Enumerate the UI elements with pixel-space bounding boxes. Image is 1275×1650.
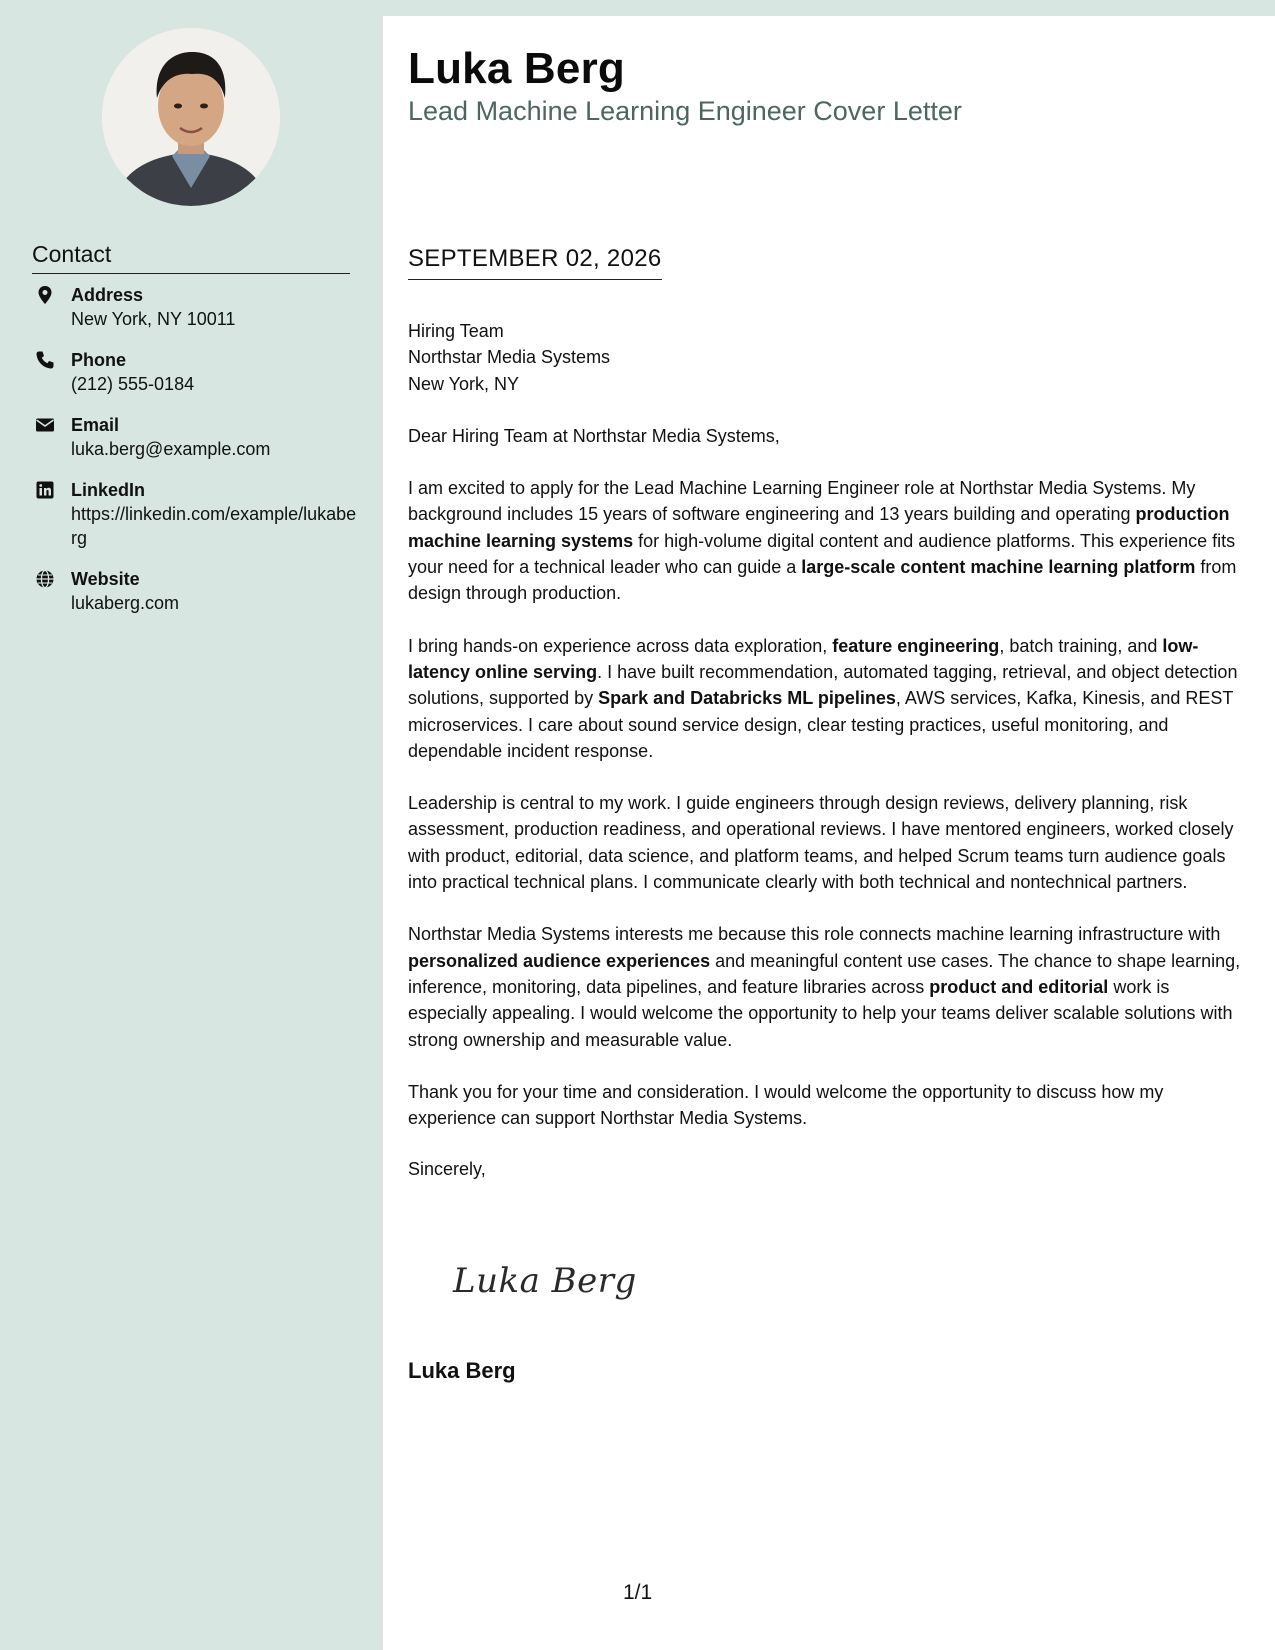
recipient-line: Northstar Media Systems bbox=[408, 347, 611, 368]
letter-main bbox=[383, 16, 1275, 1650]
paragraph-text: , batch training, and bbox=[999, 635, 1163, 656]
paragraph-text: from design through production. bbox=[408, 557, 1237, 604]
contact-item-website bbox=[32, 567, 362, 615]
address-value: New York, NY 10011 bbox=[71, 309, 236, 329]
emphasis-text: low-latency online serving bbox=[408, 635, 1199, 682]
recipient-line: Hiring Team bbox=[408, 321, 504, 341]
letter-paragraph-2 bbox=[408, 633, 1248, 764]
paragraph-text: , AWS services, Kafka, Kinesis, and REST microservices. I care about sound service design, clear testing practices, useful monitoring, and dependable incident response. bbox=[408, 688, 1234, 761]
contact-heading: Contact bbox=[32, 241, 350, 274]
phone-label: Phone bbox=[71, 350, 127, 370]
contact-item-linkedin bbox=[32, 478, 362, 550]
phone-icon bbox=[35, 350, 55, 370]
letter-paragraph-4 bbox=[408, 921, 1248, 1052]
signer-name: Luka Berg bbox=[408, 1358, 516, 1383]
map-pin-icon bbox=[35, 285, 55, 305]
salutation: Dear Hiring Team at Northstar Media Systems, bbox=[408, 425, 780, 446]
letter-paragraph-1 bbox=[408, 475, 1248, 606]
emphasis-text: large-scale content machine learning platform bbox=[801, 557, 1196, 578]
profile-photo bbox=[102, 28, 280, 206]
applicant-name: Luka Berg bbox=[408, 44, 625, 93]
closing: Sincerely, bbox=[408, 1159, 486, 1179]
emphasis-text: production machine learning systems bbox=[408, 504, 1230, 551]
letter-paragraphs bbox=[408, 475, 1248, 1131]
emphasis-text: Spark and Databricks ML pipelines bbox=[598, 688, 896, 709]
recipient-line: New York, NY bbox=[408, 373, 520, 394]
phone-value: (212) 555-0184 bbox=[71, 374, 195, 394]
linkedin-value[interactable]: https://linkedin.com/example/lukaberg bbox=[71, 504, 357, 548]
linkedin-icon bbox=[35, 480, 55, 500]
sidebar bbox=[0, 0, 383, 1650]
contact-item-phone bbox=[32, 348, 362, 396]
paragraph-text: I bring hands-on experience across data exploration, bbox=[408, 635, 833, 656]
paragraph-text: Northstar Media Systems interests me because this role connects machine learning infrastructure with bbox=[408, 924, 1221, 945]
emphasis-text: product and editorial bbox=[929, 976, 1109, 997]
envelope-icon bbox=[35, 415, 55, 435]
contact-item-address bbox=[32, 283, 362, 331]
paragraph-text: work is especially appealing. I would welcome the opportunity to help your teams deliver scalable solutions with strong ownership and measurable value. bbox=[408, 976, 1233, 1050]
website-label: Website bbox=[71, 569, 140, 589]
email-label: Email bbox=[71, 415, 120, 435]
emphasis-text: feature engineering bbox=[832, 635, 1000, 656]
website-value[interactable]: lukaberg.com bbox=[71, 593, 180, 613]
paragraph-text: and meaningful content use cases. The chance to shape learning, inference, monitoring, data pipelines, and feature libraries across bbox=[408, 950, 1241, 997]
letter-paragraph-5 bbox=[408, 1079, 1248, 1132]
linkedin-label: LinkedIn bbox=[71, 480, 146, 500]
recipient-block bbox=[408, 318, 1248, 397]
letter-date: SEPTEMBER 02, 2026 bbox=[408, 245, 662, 280]
letter-paragraph-3 bbox=[408, 790, 1248, 895]
emphasis-text: personalized audience experiences bbox=[408, 950, 711, 971]
handwritten-signature: Luka Berg bbox=[453, 1261, 637, 1301]
contact-item-email bbox=[32, 413, 362, 461]
address-label: Address bbox=[71, 285, 144, 305]
document-subtitle: Lead Machine Learning Engineer Cover Letter bbox=[408, 96, 962, 126]
contact-list bbox=[32, 283, 362, 632]
paragraph-text: Thank you for your time and consideration. I would welcome the opportunity to discuss how my experience can support Northstar Media Systems. bbox=[408, 1081, 1164, 1129]
page-number: 1/1 bbox=[623, 1581, 653, 1604]
paragraph-text: Leadership is central to my work. I guide engineers through design reviews, delivery planning, risk assessment, production readiness, and operational reviews. I have mentored engineers, worked closely with product, editorial, data science, and platform teams, and helped Scrum teams turn audience goals into practical technical plans. I communicate clearly with both technical and nontechnical partners. bbox=[408, 793, 1234, 893]
globe-icon bbox=[35, 569, 55, 589]
letter-body bbox=[408, 318, 1248, 1157]
paragraph-text: I am excited to apply for the Lead Machine Learning Engineer role at Northstar Media Systems. My background includes 15 years of software engineering and 13 years building and operating bbox=[408, 478, 1196, 525]
paragraph-text: for high-volume digital content and audience platforms. This experience fits your need for a technical leader who can guide a bbox=[408, 530, 1236, 578]
email-value: luka.berg@example.com bbox=[71, 439, 271, 459]
paragraph-text: . I have built recommendation, automated tagging, retrieval, and object detection solutions, supported by bbox=[408, 661, 1238, 709]
